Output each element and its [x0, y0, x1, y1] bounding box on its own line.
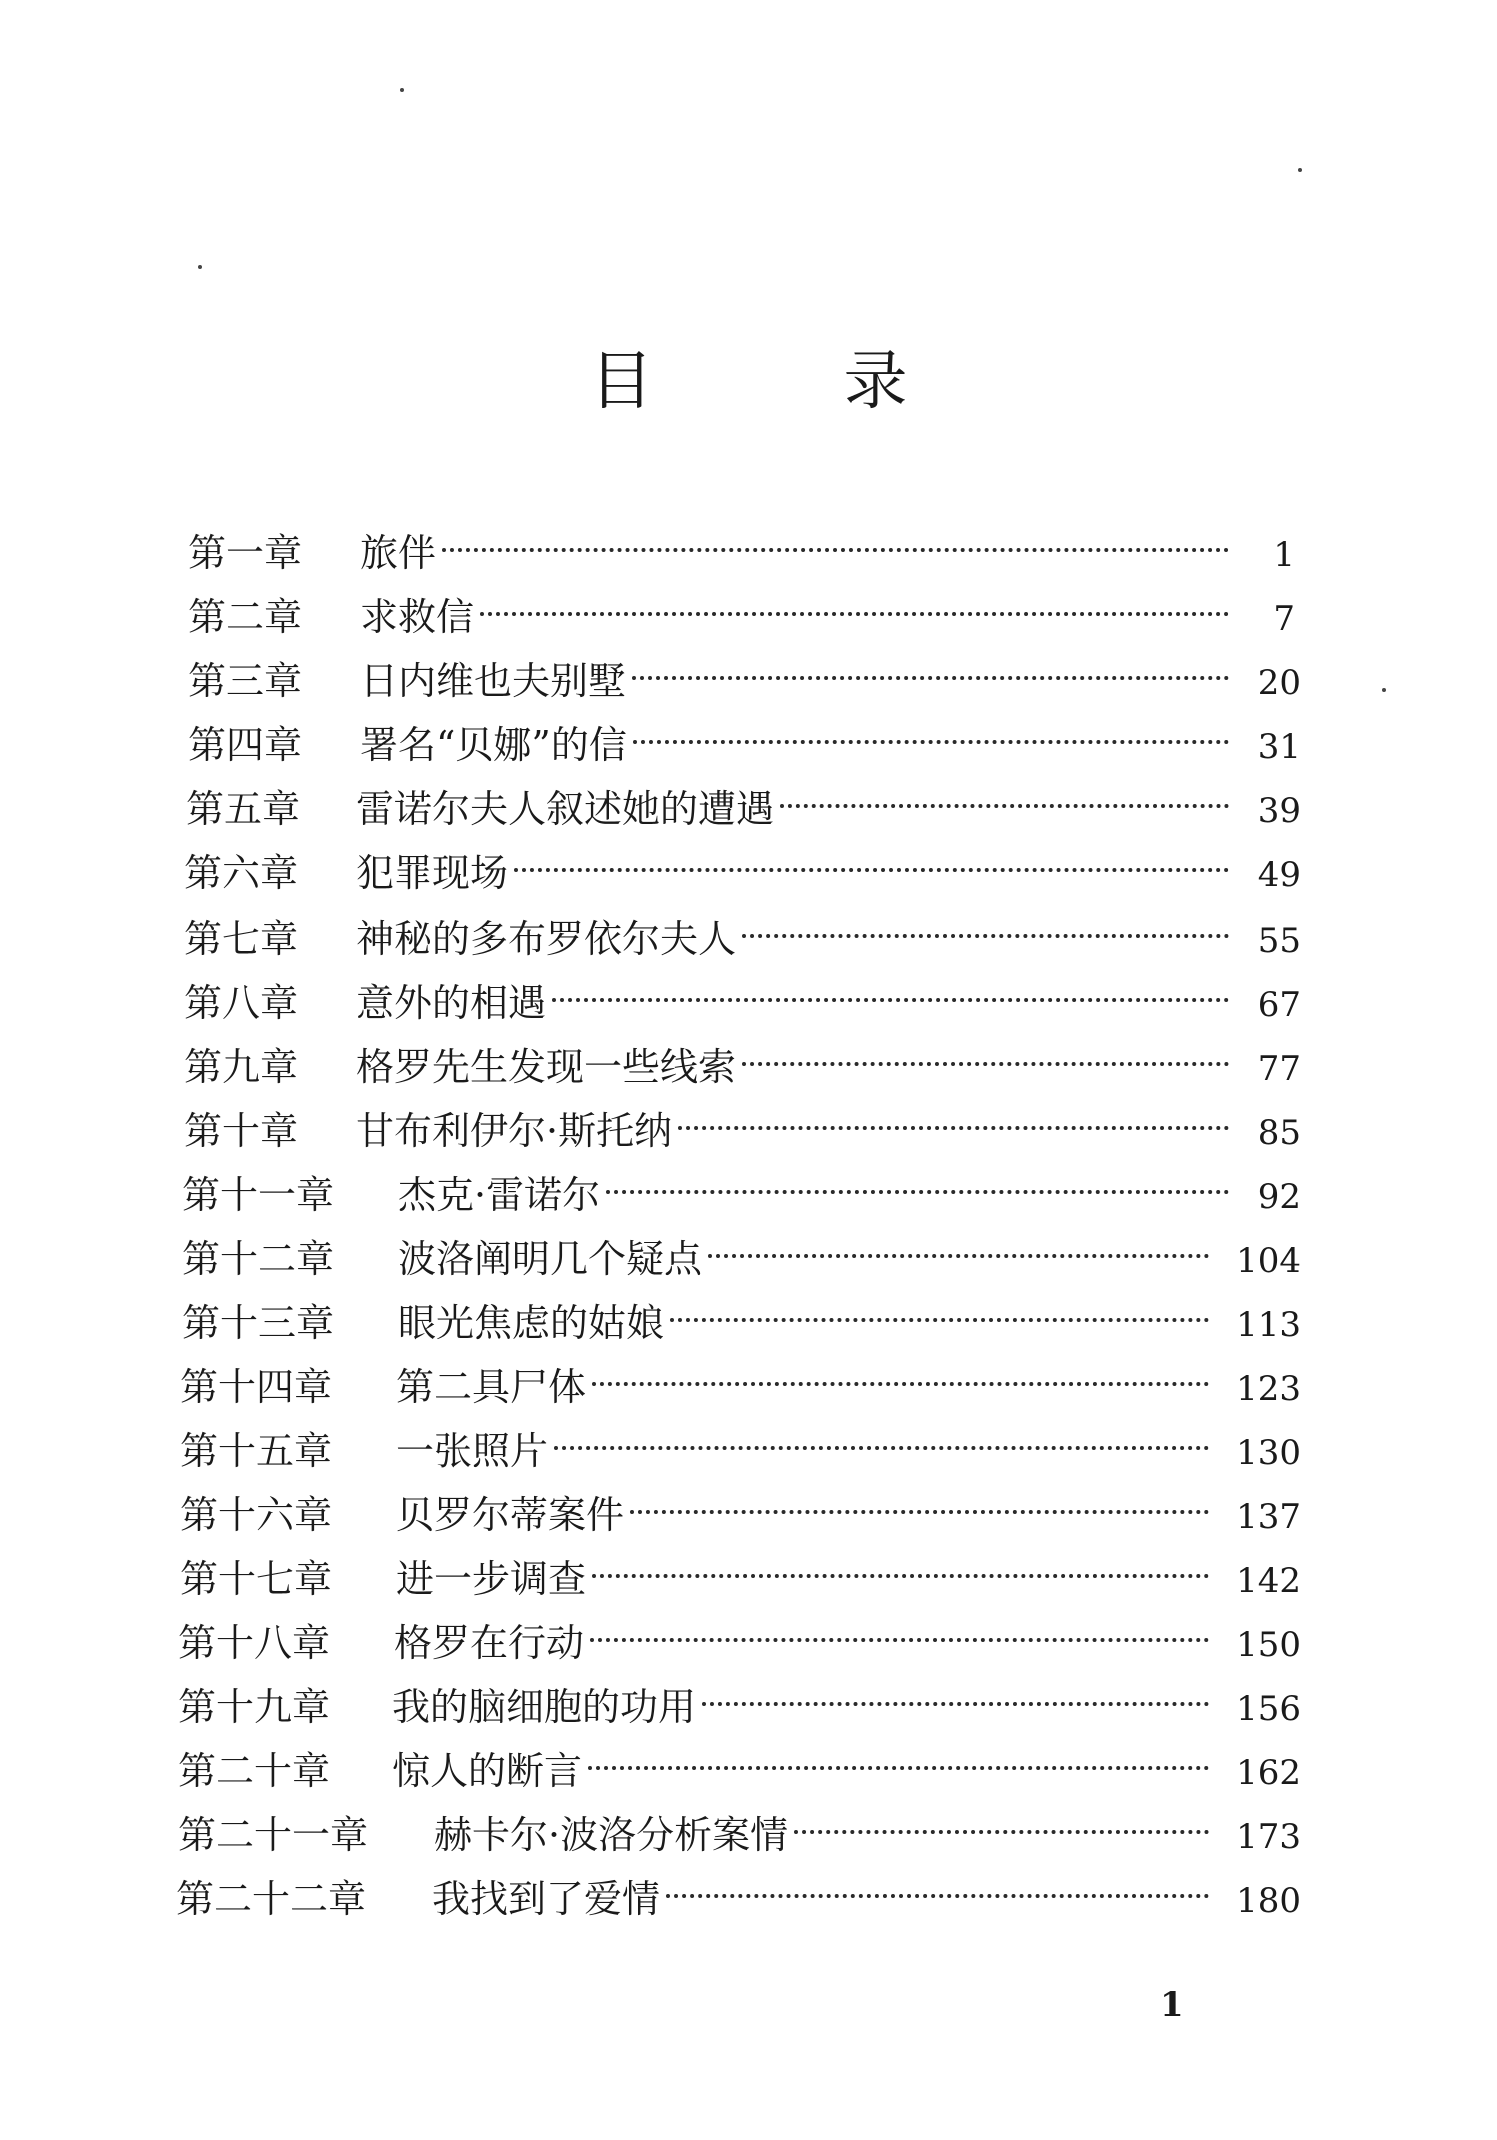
toc-page-number: 130	[1236, 1433, 1301, 1473]
scan-speck	[1382, 688, 1386, 692]
page-title	[0, 330, 1497, 422]
toc-leader-dots	[606, 1150, 1229, 1194]
toc-row	[188, 586, 1295, 638]
toc-row	[184, 908, 1301, 960]
toc-page-number: 85	[1257, 1113, 1301, 1153]
toc-page-number: 77	[1257, 1049, 1301, 1089]
toc-chapter-label: 第十七章	[180, 1557, 333, 1601]
toc-chapter-title: 一张照片	[396, 1429, 549, 1473]
toc-row	[180, 1356, 1301, 1408]
toc-chapter-label: 第九章	[184, 1045, 299, 1089]
toc-row	[184, 842, 1301, 894]
toc-page-number: 7	[1273, 599, 1295, 639]
toc-chapter-label: 第十九章	[178, 1685, 331, 1729]
toc-leader-dots	[590, 1598, 1209, 1642]
toc-chapter-title: 日内维也夫别墅	[360, 659, 627, 703]
toc-page-number: 162	[1236, 1753, 1301, 1793]
toc-chapter-label: 第十五章	[180, 1429, 333, 1473]
toc-chapter-label: 第六章	[184, 851, 299, 895]
title-char-1: 目	[589, 345, 654, 419]
toc-chapter-title: 神秘的多布罗依尔夫人	[356, 917, 737, 961]
scan-speck	[1298, 168, 1302, 172]
toc-row	[184, 1100, 1301, 1152]
toc-leader-dots	[780, 764, 1229, 808]
toc-chapter-title: 格罗先生发现一些线索	[356, 1045, 737, 1089]
toc-row	[182, 1164, 1301, 1216]
toc-leader-dots	[480, 572, 1229, 616]
toc-row	[180, 1548, 1301, 1600]
toc-leader-dots	[592, 1534, 1209, 1578]
toc-chapter-label: 第二十章	[178, 1749, 331, 1793]
toc-leader-dots	[708, 1214, 1209, 1258]
toc-chapter-title: 我的脑细胞的功用	[392, 1685, 697, 1729]
toc-chapter-label: 第二十一章	[178, 1813, 369, 1857]
toc-chapter-label: 第七章	[184, 917, 299, 961]
toc-leader-dots	[554, 1406, 1209, 1450]
toc-leader-dots	[794, 1790, 1209, 1834]
toc-chapter-label: 第二十二章	[176, 1877, 367, 1921]
toc-leader-dots	[633, 700, 1229, 744]
scan-speck	[198, 265, 202, 269]
toc-row	[178, 1676, 1301, 1728]
toc-row	[182, 1228, 1301, 1280]
toc-row	[182, 1292, 1301, 1344]
toc-chapter-label: 第十章	[184, 1109, 299, 1153]
toc-row	[180, 1420, 1301, 1472]
toc-chapter-label: 第二章	[188, 595, 303, 639]
toc-page-number: 20	[1257, 663, 1301, 703]
toc-leader-dots	[702, 1662, 1209, 1706]
toc-chapter-label: 第十六章	[180, 1493, 333, 1537]
toc-leader-dots	[442, 508, 1229, 552]
page-number: 1	[1160, 1985, 1184, 2025]
toc-page-number: 1	[1273, 535, 1295, 575]
toc-chapter-title: 赫卡尔·波洛分析案情	[434, 1813, 789, 1857]
toc-page-number: 31	[1257, 727, 1301, 767]
toc-chapter-title: 求救信	[360, 595, 475, 639]
toc-chapter-title: 意外的相遇	[356, 981, 547, 1025]
toc-chapter-label: 第十四章	[180, 1365, 333, 1409]
toc-chapter-label: 第十八章	[178, 1621, 331, 1665]
title-char-2: 录	[843, 345, 908, 419]
toc-page-number: 39	[1257, 791, 1301, 831]
toc-page-number: 123	[1236, 1369, 1301, 1409]
toc-row	[178, 1612, 1301, 1664]
toc-page-number: 113	[1236, 1305, 1301, 1345]
toc-chapter-label: 第四章	[188, 723, 303, 767]
toc-page-number: 156	[1236, 1689, 1301, 1729]
toc-leader-dots	[632, 636, 1229, 680]
toc-page-number: 173	[1236, 1817, 1301, 1857]
toc-chapter-label: 第五章	[186, 787, 301, 831]
toc-leader-dots	[592, 1342, 1209, 1386]
toc-leader-dots	[552, 958, 1229, 1002]
toc-leader-dots	[588, 1726, 1209, 1770]
toc-chapter-label: 第一章	[188, 531, 303, 575]
toc-page-number: 49	[1257, 855, 1301, 895]
toc-chapter-title: 波洛阐明几个疑点	[398, 1237, 703, 1281]
toc-leader-dots	[678, 1086, 1229, 1130]
toc-row	[188, 650, 1301, 702]
toc-chapter-title: 雷诺尔夫人叙述她的遭遇	[356, 787, 775, 831]
toc-leader-dots	[630, 1470, 1209, 1514]
toc-page-number: 137	[1236, 1497, 1301, 1537]
toc-row	[184, 1036, 1301, 1088]
toc-page-number: 67	[1257, 985, 1301, 1025]
toc-row	[176, 1868, 1301, 1920]
toc-chapter-title: 贝罗尔蒂案件	[396, 1493, 625, 1537]
toc-leader-dots	[514, 828, 1229, 872]
toc-leader-dots	[742, 1022, 1229, 1066]
toc-row	[188, 522, 1295, 574]
toc-row	[180, 1484, 1301, 1536]
toc-chapter-title: 格罗在行动	[394, 1621, 585, 1665]
toc-chapter-title: 惊人的断言	[392, 1749, 583, 1793]
toc-chapter-title: 杰克·雷诺尔	[398, 1173, 601, 1217]
toc-chapter-label: 第十二章	[182, 1237, 335, 1281]
toc-chapter-title: 第二具尸体	[396, 1365, 587, 1409]
toc-chapter-label: 第三章	[188, 659, 303, 703]
toc-page-number: 104	[1236, 1241, 1301, 1281]
toc-row	[178, 1804, 1301, 1856]
toc-chapter-label: 第十一章	[182, 1173, 335, 1217]
toc-chapter-label: 第十三章	[182, 1301, 335, 1345]
toc-chapter-label: 第八章	[184, 981, 299, 1025]
toc-page-number: 180	[1236, 1881, 1301, 1921]
toc-chapter-title: 我找到了爱情	[432, 1877, 661, 1921]
toc-page-number: 150	[1236, 1625, 1301, 1665]
toc-page-number: 142	[1236, 1561, 1301, 1601]
toc-row	[184, 972, 1301, 1024]
toc-chapter-title: 甘布利伊尔·斯托纳	[356, 1109, 673, 1153]
toc-chapter-title: 进一步调查	[396, 1557, 587, 1601]
toc-chapter-title: 旅伴	[360, 531, 437, 575]
toc-row	[178, 1740, 1301, 1792]
toc-leader-dots	[742, 894, 1229, 938]
toc-row	[188, 714, 1301, 766]
toc-leader-dots	[666, 1854, 1209, 1898]
toc-chapter-title: 犯罪现场	[356, 851, 509, 895]
toc-row	[186, 778, 1301, 830]
scan-speck	[400, 88, 404, 92]
toc-page-number: 92	[1257, 1177, 1301, 1217]
toc-leader-dots	[670, 1278, 1209, 1322]
toc-chapter-title: 眼光焦虑的姑娘	[398, 1301, 665, 1345]
toc-page-number: 55	[1257, 921, 1301, 961]
toc-chapter-title: 署名“贝娜”的信	[360, 723, 627, 767]
